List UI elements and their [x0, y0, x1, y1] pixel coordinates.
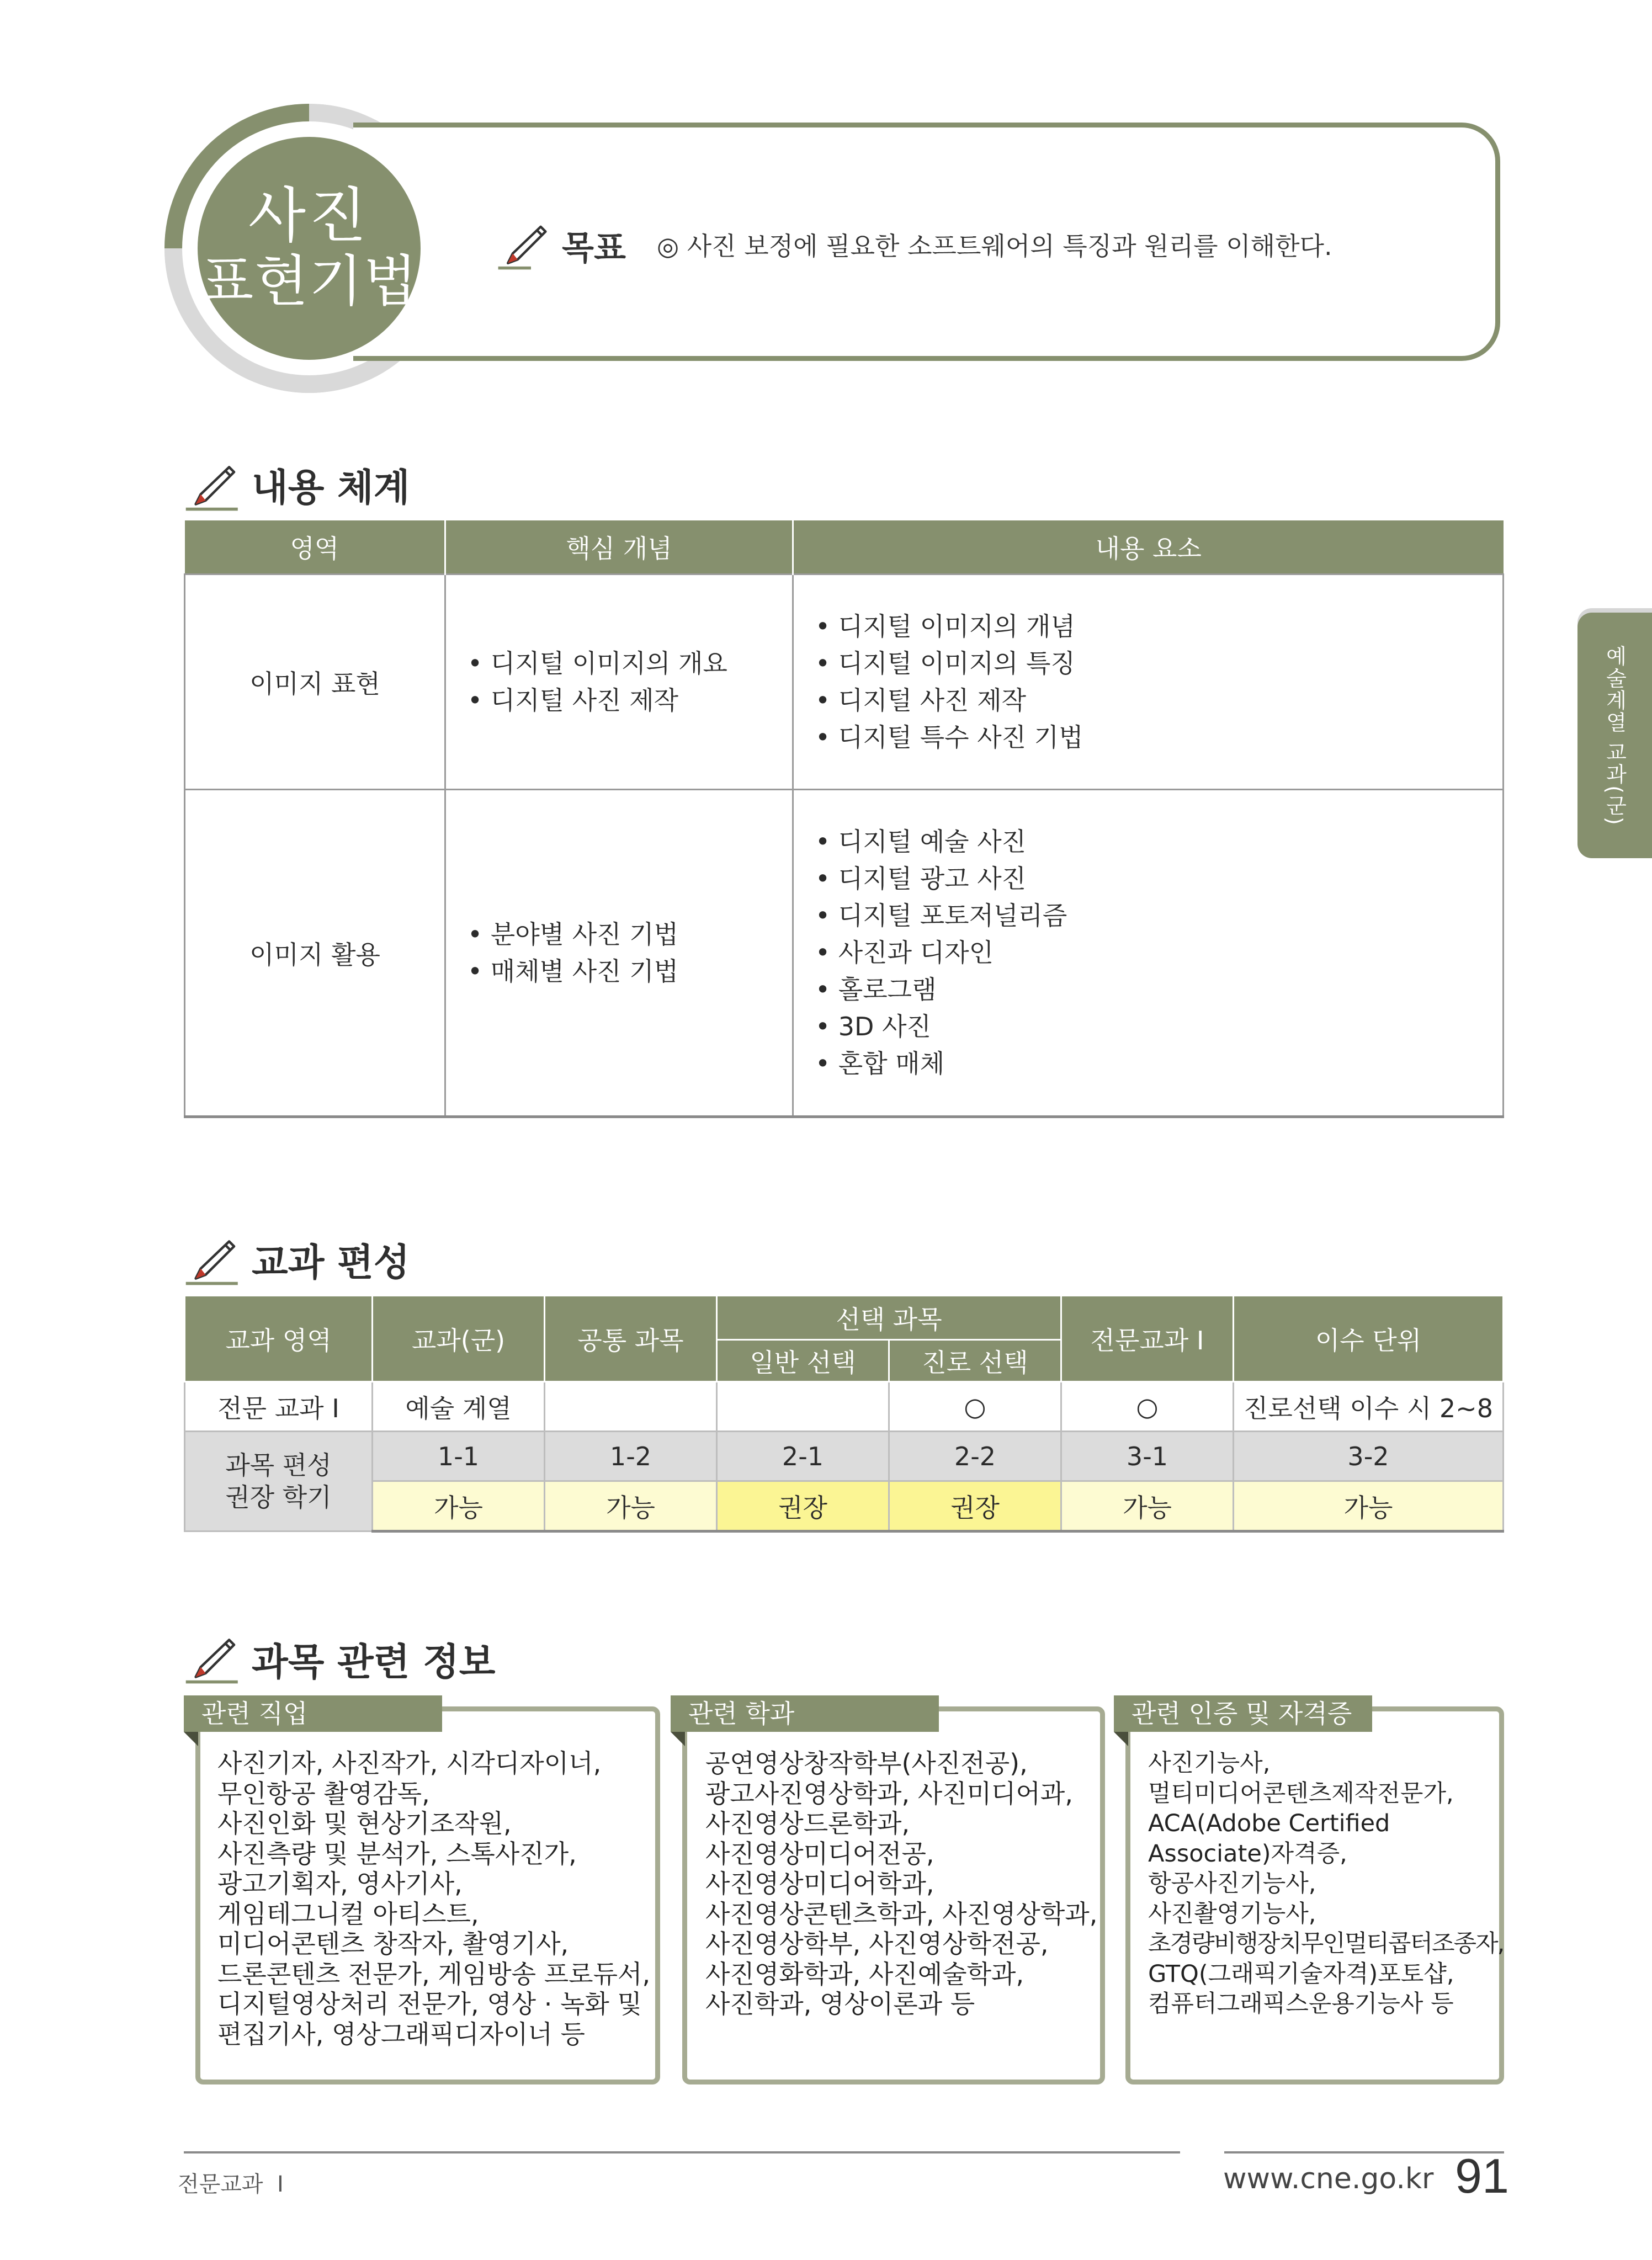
page-number: 91 — [1455, 2149, 1509, 2203]
semester-cell: 2-1 — [717, 1432, 889, 1481]
text-line: 컴퓨터그래픽스운용기능사 등 — [1148, 1990, 1454, 2018]
text-line: 광고기획자, 영사기사, — [217, 1869, 463, 1899]
list-item: • 디지털 사진 제작 — [815, 682, 1502, 719]
text-line: 사진영상콘텐츠학과, 사진영상학과, — [705, 1899, 1098, 1929]
section-title-content-system: 내용 체계 — [252, 466, 410, 510]
text-line: 편집기사, 영상그래픽디자이너 등 — [217, 2019, 585, 2049]
info-tab-departments: 관련 학과 — [671, 1695, 939, 1732]
subject-title-line2: 표현기법 — [200, 249, 418, 313]
recommendation-cell: 가능 — [373, 1481, 545, 1532]
semester-cell: 3-2 — [1234, 1432, 1504, 1481]
text-line: 멀티미디어콘텐츠제작전문가, — [1148, 1779, 1454, 1807]
info-tab-certifications: 관련 인증 및 자격증 — [1114, 1695, 1372, 1732]
info-text-jobs — [217, 1748, 650, 2049]
list-item: • 디지털 예술 사진 — [815, 823, 1502, 860]
info-text-certifications — [1148, 1748, 1504, 2019]
text-line: 사진기능사, — [1148, 1749, 1271, 1777]
recommendation-cell: 권장 — [889, 1481, 1061, 1532]
recommendation-cell: 권장 — [717, 1481, 889, 1532]
list-item: • 사진과 디자인 — [815, 934, 1502, 971]
area-cell: 이미지 활용 — [185, 790, 445, 1117]
list-item: • 분야별 사진 기법 — [468, 916, 792, 953]
info-text-departments — [705, 1748, 1097, 2019]
list-item: • 디지털 이미지의 특징 — [815, 645, 1502, 682]
column-header: 핵심 개념 — [445, 520, 793, 575]
text-line: 사진영상미디어전공, — [705, 1838, 934, 1869]
table-cell: 예술 계열 — [373, 1382, 545, 1432]
list-item: • 디지털 사진 제작 — [468, 682, 792, 719]
curriculum-table — [184, 1295, 1504, 1533]
table-row-semesters — [185, 1432, 1504, 1481]
column-header: 이수 단위 — [1234, 1296, 1504, 1382]
tab-fold — [671, 1732, 685, 1746]
section-title-curriculum: 교과 편성 — [252, 1241, 410, 1285]
text-line: 사진학과, 영상이론과 등 — [705, 1989, 975, 2019]
semester-cell: 2-2 — [889, 1432, 1061, 1481]
text-line: 광고사진영상학과, 사진미디어과, — [705, 1778, 1073, 1809]
list-item: • 디지털 특수 사진 기법 — [815, 719, 1502, 756]
list-item: • 홀로그램 — [815, 971, 1502, 1008]
semester-label: 과목 편성 권장 학기 — [185, 1432, 373, 1532]
side-tab-label-wrap — [1577, 613, 1652, 858]
column-header: 교과 영역 — [185, 1296, 373, 1382]
subject-title-line1: 사진 — [248, 182, 370, 251]
table-row — [185, 1382, 1504, 1432]
text-line: ACA(Adobe Certified — [1148, 1810, 1390, 1837]
text-line: 사진영상미디어학과, — [705, 1869, 934, 1899]
text-line: 사진인화 및 현상기조작원, — [217, 1809, 512, 1838]
semester-cell: 3-1 — [1061, 1432, 1234, 1481]
semester-cell: 1-2 — [545, 1432, 717, 1481]
recommendation-cell: 가능 — [1061, 1481, 1234, 1532]
pencil-icon — [182, 450, 244, 512]
list-item: • 디지털 이미지의 개요 — [468, 645, 792, 682]
list-item: • 디지털 이미지의 개념 — [815, 608, 1502, 645]
table-header-row — [185, 520, 1504, 575]
footer-section-label: 전문교과 I — [178, 2172, 284, 2197]
text-line: 사진영화학과, 사진예술학과, — [705, 1959, 1024, 1989]
column-header: 선택 과목 — [717, 1296, 1061, 1340]
table-row — [185, 790, 1504, 1117]
column-header: 진로 선택 — [889, 1340, 1061, 1382]
recommendation-cell: 가능 — [545, 1481, 717, 1532]
area-cell: 이미지 표현 — [185, 575, 445, 790]
column-header: 내용 요소 — [793, 520, 1504, 575]
column-header: 교과(군) — [373, 1296, 545, 1382]
concepts-cell — [445, 575, 793, 790]
text-line: 디지털영상처리 전문가, 영상 · 녹화 및 — [217, 1989, 642, 2019]
table-header-row — [185, 1296, 1504, 1340]
text-line: 미디어콘텐츠 창작자, 촬영기사, — [217, 1929, 569, 1959]
table-cell: ○ — [889, 1382, 1061, 1432]
text-line: 드론콘텐츠 전문가, 게임방송 프로듀서, — [217, 1959, 651, 1989]
text-line: Associate)자격증, — [1148, 1839, 1347, 1868]
footer-url[interactable]: www.cne.go.kr — [1223, 2162, 1434, 2195]
semester-cell: 1-1 — [373, 1432, 545, 1481]
table-cell — [545, 1382, 717, 1432]
text-line: 사진영상학부, 사진영상학전공, — [705, 1929, 1049, 1959]
goal-label: 목표 — [562, 229, 626, 268]
table-row — [185, 575, 1504, 790]
elements-cell — [793, 575, 1504, 790]
elements-cell — [793, 790, 1504, 1117]
section-title-related-info: 과목 관련 정보 — [252, 1641, 496, 1684]
text-line: 사진측량 및 분석가, 스톡사진가, — [217, 1838, 577, 1869]
tab-fold — [184, 1732, 198, 1746]
side-tab-label: 예술계열 교과(군) — [1602, 645, 1627, 826]
column-header: 공통 과목 — [545, 1296, 717, 1382]
goal-text: ◎ 사진 보정에 필요한 소프트웨어의 특징과 원리를 이해한다. — [657, 231, 1332, 261]
info-tab-jobs: 관련 직업 — [184, 1695, 442, 1732]
pencil-icon — [495, 210, 555, 270]
content-system-table — [184, 520, 1504, 1115]
text-line: 사진영상드론학과, — [705, 1809, 910, 1838]
pencil-icon — [182, 1623, 244, 1684]
table-cell: 전문 교과 I — [185, 1382, 373, 1432]
list-item: • 디지털 포토저널리즘 — [815, 897, 1502, 934]
table-cell — [717, 1382, 889, 1432]
text-line: 사진기자, 사진작가, 시각디자이너, — [217, 1748, 602, 1778]
column-header: 영역 — [185, 520, 445, 575]
list-item: • 3D 사진 — [815, 1008, 1502, 1045]
footer-rule-left — [184, 2151, 1180, 2153]
table-cell: 진로선택 이수 시 2~8 — [1234, 1382, 1504, 1432]
column-header: 일반 선택 — [717, 1340, 889, 1382]
list-item: • 혼합 매체 — [815, 1045, 1502, 1082]
table-cell: ○ — [1061, 1382, 1234, 1432]
list-item: • 매체별 사진 기법 — [468, 953, 792, 990]
text-line: 게임테그니컬 아티스트, — [217, 1899, 479, 1929]
recommendation-cell: 가능 — [1234, 1481, 1504, 1532]
pencil-icon — [182, 1224, 244, 1286]
tab-fold — [1114, 1732, 1128, 1746]
text-line: 공연영상창작학부(사진전공), — [705, 1748, 1028, 1778]
text-line: 항공사진기능사, — [1148, 1870, 1316, 1897]
text-line: 사진촬영기능사, — [1148, 1900, 1316, 1928]
text-line: 무인항공 촬영감독, — [217, 1778, 430, 1809]
text-line: 초경량비행장치무인멀티콥터조종자, — [1148, 1930, 1504, 1958]
subject-title-badge — [198, 137, 421, 360]
text-line: GTQ(그래픽기술자격)포토샵, — [1148, 1960, 1454, 1988]
concepts-cell — [445, 790, 793, 1117]
list-item: • 디지털 광고 사진 — [815, 860, 1502, 897]
table-row-recommendations — [185, 1481, 1504, 1532]
column-header: 전문교과 I — [1061, 1296, 1234, 1382]
